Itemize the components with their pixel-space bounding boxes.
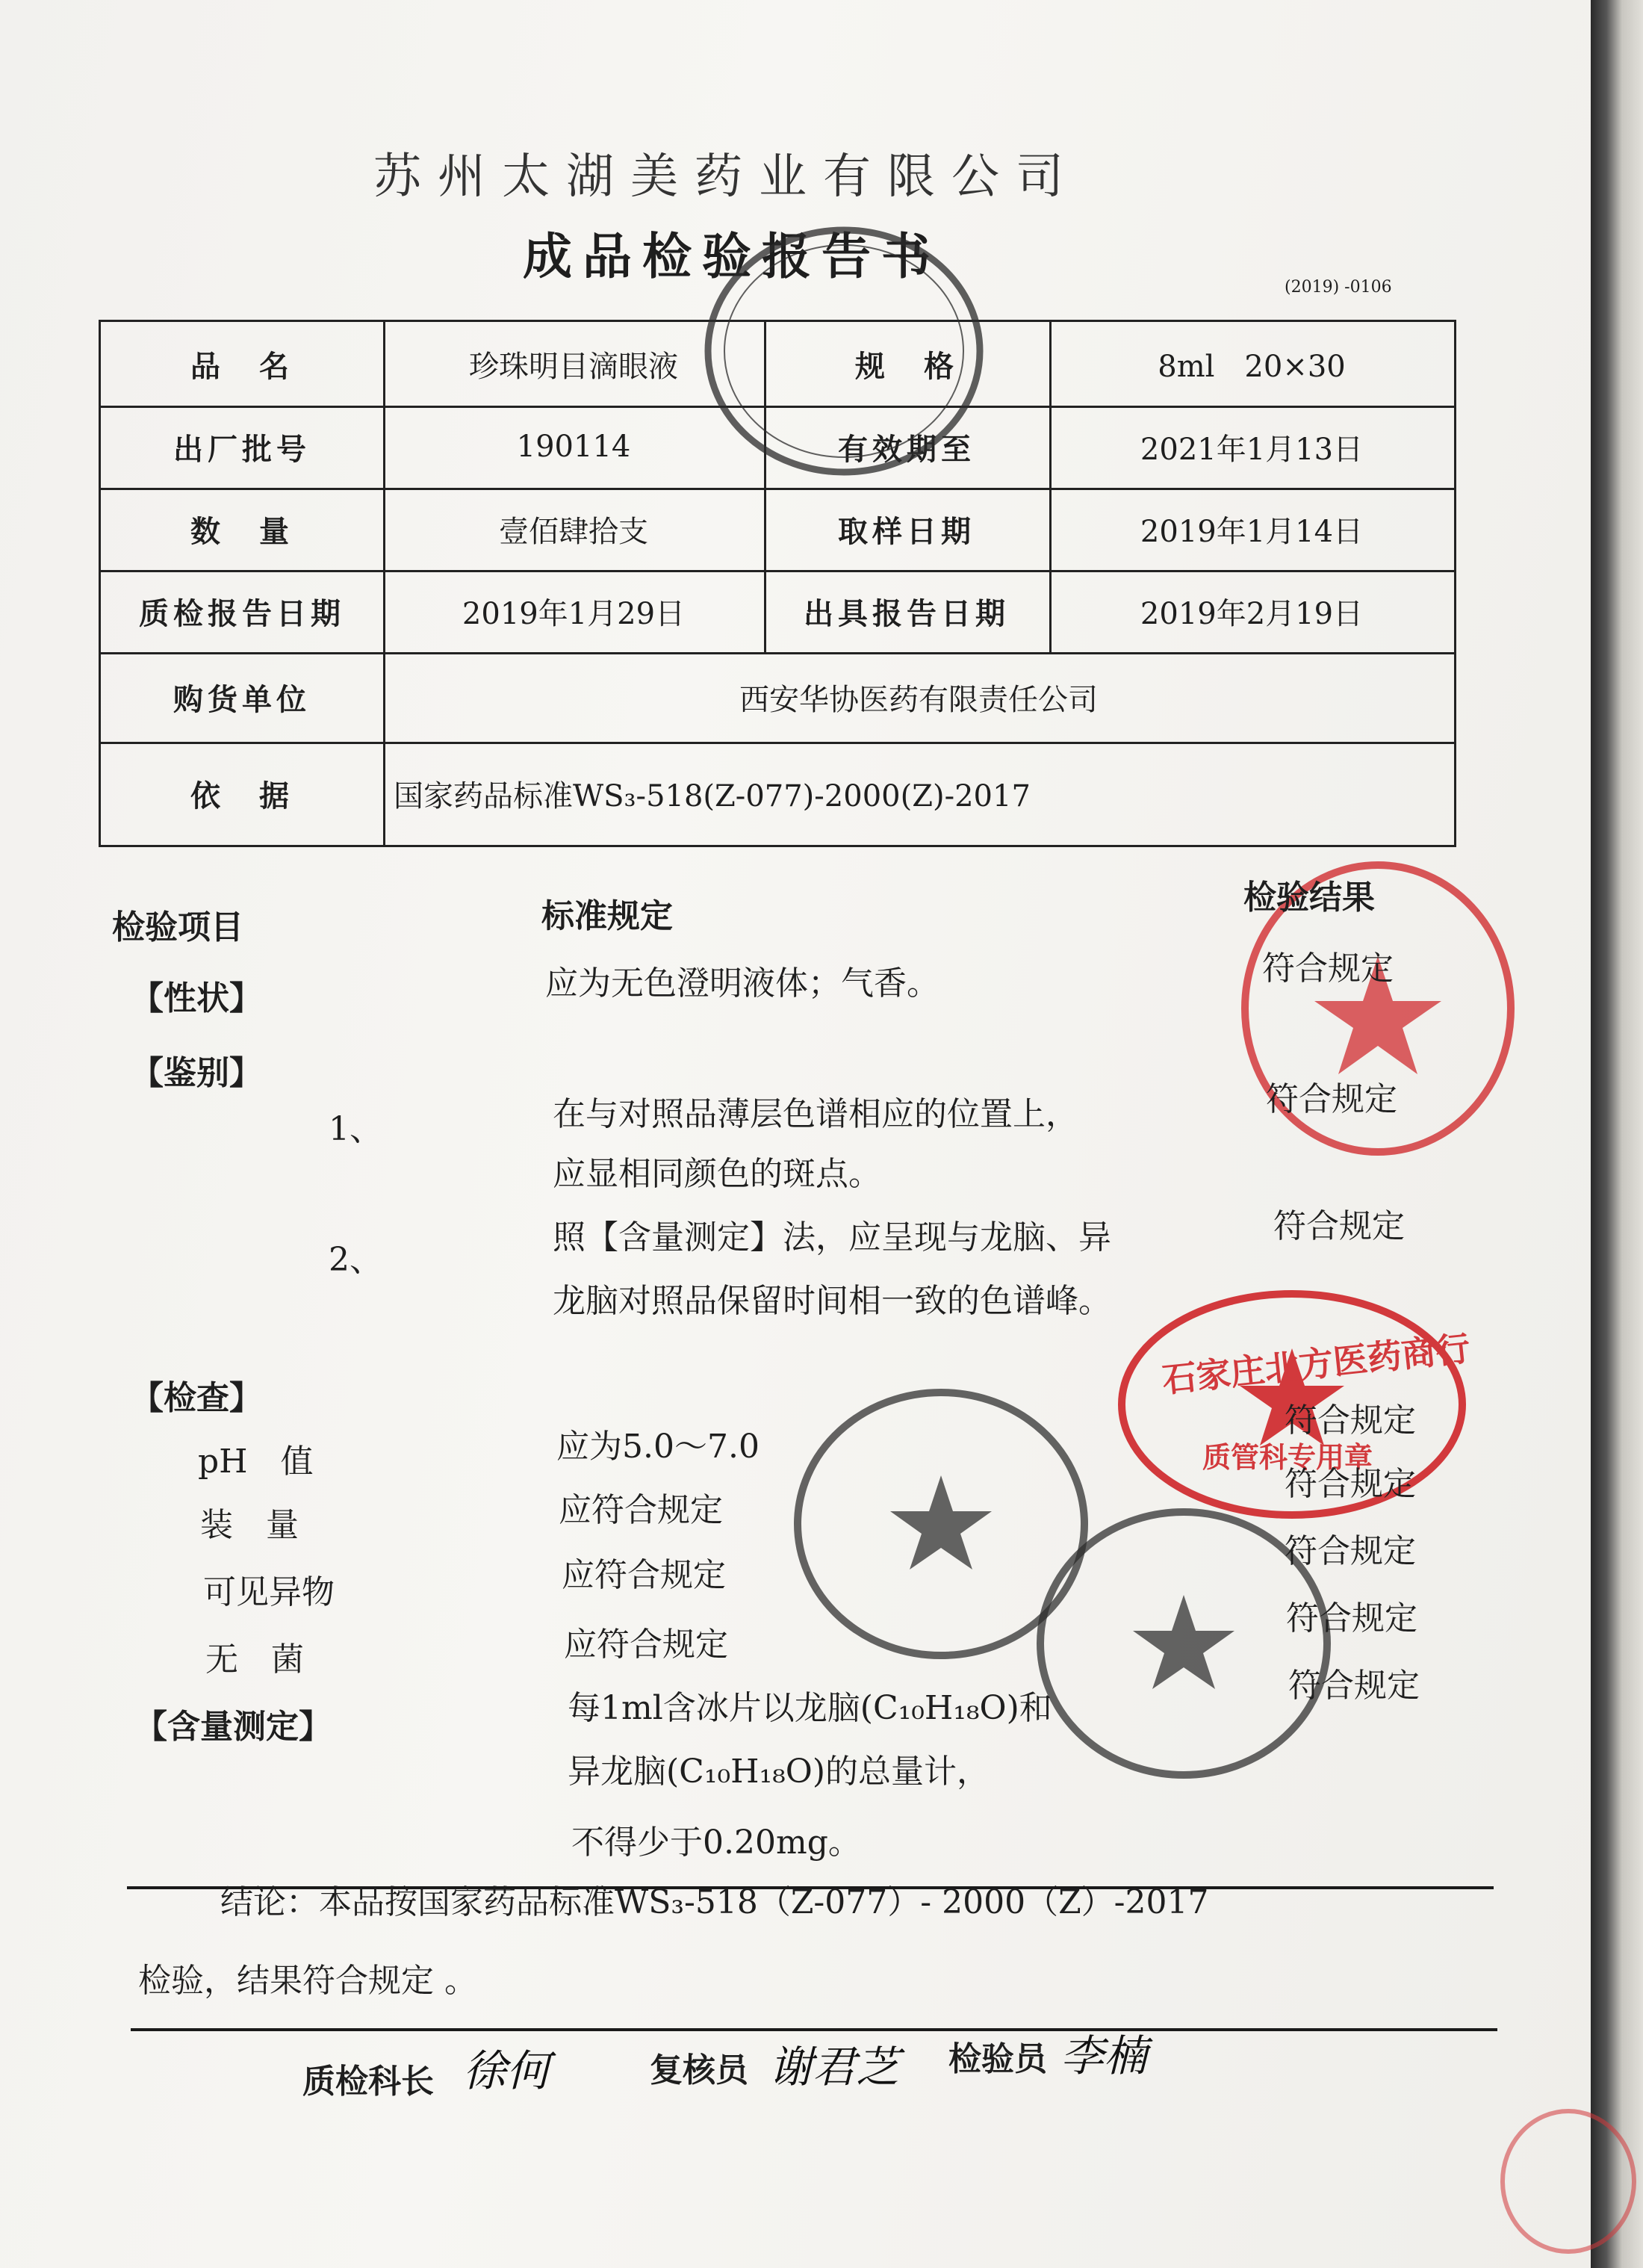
label-batch: 出厂批号 (173, 431, 311, 467)
ident2-result: 符合规定 (1273, 1207, 1405, 1245)
label-expiry: 有效期至 (838, 431, 975, 467)
value-sampling-date: 2019年1月14日 (1140, 514, 1364, 549)
appearance-result: 符合规定 (1262, 949, 1394, 988)
assay-standard-a: 每1ml含冰片以龙脑(C₁₀H₁₈O)和 (568, 1689, 1052, 1727)
value-basis: 国家药品标准WS₃-518(Z-077)-2000(Z)-2017 (394, 778, 1031, 814)
assay-standard-c: 不得少于0.20mg。 (571, 1824, 861, 1862)
report-title: 成品检验报告书 (523, 227, 941, 285)
ident1-standard-b: 应显相同颜色的斑点。 (553, 1155, 881, 1193)
value-product: 珍珠明目滴眼液 (469, 349, 678, 384)
red-seal-2-sub: 质管科专用章 (1202, 1440, 1373, 1474)
black-seal-top (702, 224, 986, 478)
fill-label: 装 量 (200, 1506, 299, 1544)
label-product: 品 名 (190, 348, 293, 384)
ident1-standard-a: 在与对照品薄层色谱相应的位置上， (553, 1095, 1078, 1133)
sterility-standard: 应符合规定 (564, 1626, 728, 1664)
visible-particles-result: 符合规定 (1285, 1532, 1416, 1570)
label-sampling-date: 取样日期 (838, 513, 975, 549)
value-batch: 190114 (516, 430, 631, 464)
ident2-standard-b: 龙脑对照品保留时间相一致的色谱峰。 (553, 1282, 1111, 1320)
conclusion-line-1: 结论：本品按国家药品标准WS₃-518（Z-077）- 2000（Z）-2017 (220, 1883, 1209, 1921)
appearance-heading: 【性状】 (131, 979, 262, 1017)
red-seal-2-name: 石家庄北方医药商行 (1160, 1327, 1473, 1401)
value-spec: 8ml 20×30 (1158, 349, 1346, 384)
assay-result: 符合规定 (1288, 1667, 1420, 1705)
paper-edge (1591, 0, 1643, 2268)
reviewer-signature: 谢君芝 (769, 2042, 900, 2092)
ident1-number: 1、 (329, 1110, 382, 1148)
document-number: (2019) -0106 (1285, 278, 1392, 297)
appearance-standard: 应为无色澄明液体；气香。 (545, 964, 939, 1003)
value-quantity: 壹佰肆拾支 (499, 514, 648, 549)
label-quantity: 数 量 (190, 513, 293, 549)
label-qc-date: 质检报告日期 (139, 595, 345, 631)
conclusion-bottom-rule (131, 2028, 1497, 2031)
sterility-result: 符合规定 (1286, 1599, 1417, 1638)
value-qc-date: 2019年1月29日 (462, 596, 686, 631)
value-issue-date: 2019年2月19日 (1140, 596, 1364, 631)
sterility-label: 无 菌 (205, 1640, 304, 1679)
ident2-number: 2、 (329, 1241, 382, 1279)
conclusion-line-2: 检验，结果符合规定 。 (138, 1962, 477, 2000)
value-buyer: 西安华协医药有限责任公司 (739, 682, 1098, 717)
qc-head-label: 质检科长 (302, 2063, 434, 2101)
visible-particles-label: 可见异物 (203, 1573, 335, 1611)
identification-heading: 【鉴别】 (131, 1054, 262, 1092)
check-heading: 【检查】 (131, 1379, 262, 1417)
reviewer-label: 复核员 (650, 2051, 748, 2089)
label-spec: 规 格 (855, 348, 958, 384)
col-result: 检验结果 (1243, 879, 1375, 917)
label-basis: 依 据 (190, 778, 293, 814)
col-standard: 标准规定 (541, 897, 673, 935)
col-test-item: 检验项目 (112, 908, 243, 946)
inspector-signature: 李楠 (1060, 2030, 1148, 2081)
ph-result: 符合规定 (1285, 1401, 1416, 1440)
visible-particles-standard: 应符合规定 (562, 1556, 726, 1594)
assay-standard-b: 异龙脑(C₁₀H₁₈O)的总量计， (568, 1753, 990, 1791)
qc-head-signature: 徐何 (463, 2045, 550, 2096)
ident1-result: 符合规定 (1266, 1080, 1397, 1118)
inspector-label: 检验员 (948, 2040, 1047, 2078)
label-issue-date: 出具报告日期 (804, 595, 1010, 631)
assay-heading: 【含量测定】 (134, 1708, 332, 1746)
label-buyer: 购货单位 (173, 681, 311, 717)
company-name: 苏州太湖美药业有限公司 (373, 149, 1080, 205)
ph-standard: 应为5.0～7.0 (556, 1428, 760, 1466)
value-expiry: 2021年1月13日 (1140, 432, 1364, 467)
ident2-standard-a: 照【含量测定】法，应呈现与龙脑、异 (553, 1218, 1111, 1257)
ph-label: pH 值 (198, 1443, 314, 1481)
fill-result: 符合规定 (1285, 1465, 1416, 1503)
fill-standard: 应符合规定 (559, 1491, 723, 1529)
red-seal-corner (1497, 2107, 1639, 2256)
